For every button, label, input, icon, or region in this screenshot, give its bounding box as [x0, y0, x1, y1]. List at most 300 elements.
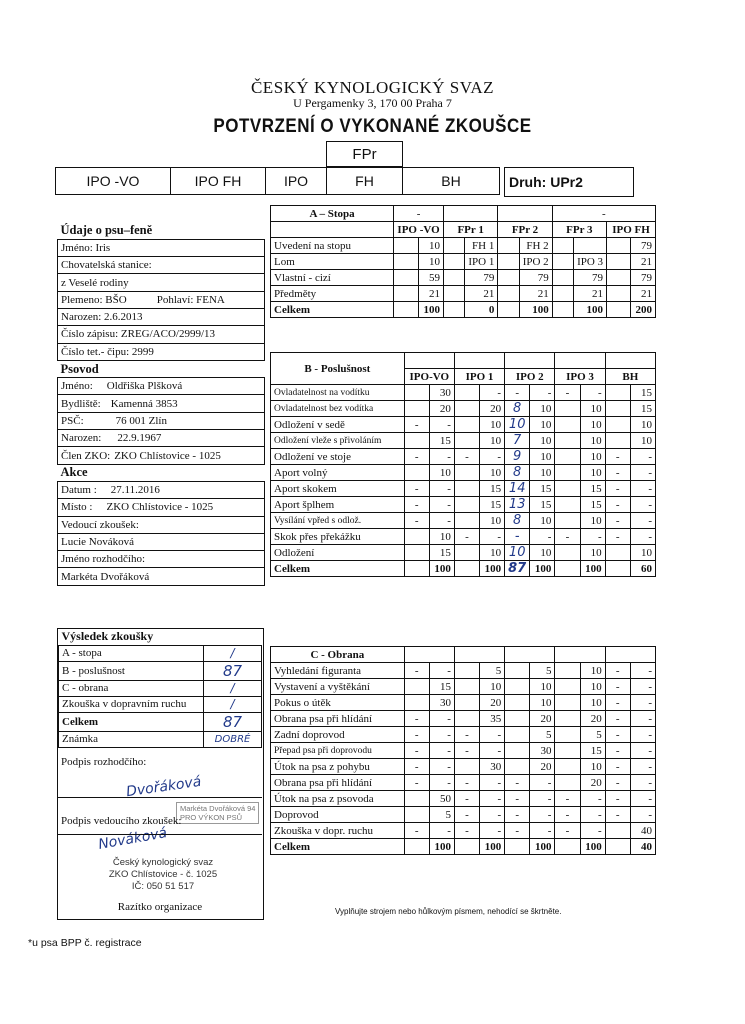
score-cell: - [605, 529, 630, 545]
score-cell [555, 433, 580, 449]
score-cell: - [630, 807, 655, 823]
score-cell: - [605, 465, 630, 481]
col-head: FPr 2 [498, 222, 552, 238]
score-cell [555, 695, 580, 711]
score-cell: - [605, 513, 630, 529]
score-cell: - [555, 823, 580, 839]
score-cell [555, 743, 580, 759]
score-cell: 10 [530, 433, 555, 449]
score-cell: 20 [580, 775, 605, 791]
score-cell: - [605, 743, 630, 759]
score-cell: 87 [505, 561, 530, 577]
score-cell: 10 [480, 679, 505, 695]
score-cell [505, 695, 530, 711]
score-cell: 100 [429, 839, 454, 855]
score-cell [605, 385, 630, 401]
score-cell: 79 [465, 270, 498, 286]
score-cell [555, 513, 580, 529]
row-label: Útok na psa z pohybu [271, 759, 405, 775]
event-judge-label: Jméno rozhodčího: [58, 551, 265, 568]
row-label: Aport šplhem [271, 497, 405, 513]
score-cell: - [630, 513, 655, 529]
handler-born: Narozen: 22.9.1967 [58, 430, 265, 447]
score-cell: - [404, 481, 429, 497]
score-cell: - [530, 775, 555, 791]
row-label: Odložení v sedě [271, 417, 405, 433]
score-cell [505, 727, 530, 743]
score-cell [607, 286, 631, 302]
score-cell: - [630, 759, 655, 775]
score-cell [605, 545, 630, 561]
score-cell: 100 [574, 302, 607, 318]
score-cell [607, 254, 631, 270]
score-cell: 30 [480, 759, 505, 775]
score-cell: 8 [505, 465, 530, 481]
score-cell [404, 791, 429, 807]
row-label: Celkem [271, 302, 394, 318]
row-label: Odložení vleže s přivoláním [271, 433, 405, 449]
section-b-table [270, 352, 656, 577]
result-label: Známka [59, 731, 204, 747]
score-cell [607, 302, 631, 318]
score-cell: - [530, 823, 555, 839]
section-b-title: B - Poslušnost [271, 353, 405, 385]
table-row [271, 743, 656, 759]
score-cell: - [530, 791, 555, 807]
score-cell: IPO 2 [519, 254, 552, 270]
score-cell: - [555, 807, 580, 823]
dog-born: Narozen: 2.6.2013 [58, 308, 265, 325]
score-cell [454, 695, 479, 711]
score-cell: 14 [505, 481, 530, 497]
table-row [271, 529, 656, 545]
score-cell: - [605, 695, 630, 711]
score-cell: FH 1 [465, 238, 498, 254]
score-cell: 21 [574, 286, 607, 302]
event-leader: Lucie Nováková [58, 533, 265, 550]
score-cell: 50 [429, 791, 454, 807]
section-c-table [270, 646, 656, 855]
score-cell: 200 [631, 302, 656, 318]
score-cell [574, 238, 607, 254]
score-cell [605, 433, 630, 449]
score-cell: 100 [580, 839, 605, 855]
organization-stamp: Český kynologický svaz ZKO Chlístovice - č. 1025 IČ: 050 51 517 [108, 857, 218, 892]
score-cell [505, 663, 530, 679]
result-grade: DOBRÉ [204, 731, 262, 747]
score-cell: 30 [429, 385, 454, 401]
result-box [57, 628, 264, 920]
score-cell: 100 [530, 839, 555, 855]
row-label: Obrana psa při hlídání [271, 775, 405, 791]
score-cell: - [404, 449, 429, 465]
score-cell [454, 385, 479, 401]
table-row [271, 663, 656, 679]
score-cell: 5 [530, 663, 555, 679]
score-cell: - [429, 449, 454, 465]
score-cell [607, 238, 631, 254]
result-value: / [204, 645, 262, 661]
score-cell: 20 [479, 401, 504, 417]
row-label: Útok na psa z psovoda [271, 791, 405, 807]
score-cell: 15 [479, 481, 504, 497]
exam-box-ipo-vo: IPO -VO [55, 167, 171, 195]
score-cell: 30 [530, 743, 555, 759]
score-cell [404, 807, 429, 823]
score-cell: 5 [429, 807, 454, 823]
page-title: POTVRZENÍ O VYKONANÉ ZKOUŠCE [213, 114, 532, 137]
score-cell: 40 [630, 823, 655, 839]
score-cell [404, 679, 429, 695]
score-cell: IPO 1 [465, 254, 498, 270]
score-cell: 10 [580, 695, 605, 711]
col-head: - [394, 206, 444, 222]
score-cell [404, 529, 429, 545]
score-cell: - [630, 679, 655, 695]
score-cell [555, 839, 580, 855]
score-cell [555, 465, 580, 481]
table-row [271, 481, 656, 497]
score-cell [454, 759, 479, 775]
score-cell [443, 286, 464, 302]
score-cell: 8 [505, 513, 530, 529]
score-cell: 10 [479, 417, 504, 433]
score-cell: 15 [429, 679, 454, 695]
score-cell [454, 679, 479, 695]
score-cell: - [429, 711, 454, 727]
score-cell: 10 [580, 401, 605, 417]
row-label: Přepad psa při doprovodu [271, 743, 405, 759]
score-cell [552, 238, 573, 254]
table-row [271, 449, 656, 465]
footer-note: Vyplňujte strojem nebo hůlkovým písmem, nehodící se škrtněte. [335, 907, 562, 916]
score-cell: - [454, 791, 479, 807]
result-label: A - stopa [59, 645, 204, 661]
dog-kennel-label: Chovatelská stanice: [58, 257, 265, 274]
score-cell [555, 775, 580, 791]
score-cell [454, 497, 479, 513]
row-label: Uvedení na stopu [271, 238, 394, 254]
score-cell: - [479, 529, 504, 545]
score-cell: 79 [631, 270, 656, 286]
score-cell: 30 [429, 695, 454, 711]
score-cell [404, 561, 429, 577]
score-cell: - [404, 497, 429, 513]
row-label: Vysílání vpřed s odlož. [271, 513, 405, 529]
score-cell [505, 679, 530, 695]
score-cell [443, 254, 464, 270]
score-cell: - [505, 775, 530, 791]
row-label: Celkem [271, 561, 405, 577]
score-cell: - [479, 385, 504, 401]
score-cell [394, 238, 419, 254]
score-cell: 20 [429, 401, 454, 417]
score-cell: 15 [429, 545, 454, 561]
score-cell: - [580, 807, 605, 823]
score-cell: 10 [530, 401, 555, 417]
score-cell: - [630, 465, 655, 481]
row-label: Zkouška v dopr. ruchu [271, 823, 405, 839]
score-cell [605, 401, 630, 417]
leader-signature: Nováková [97, 825, 169, 853]
score-cell [555, 759, 580, 775]
score-cell: - [454, 807, 479, 823]
dog-breed-sex: Plemeno: BŠO Pohlaví: FENA [58, 291, 265, 308]
score-cell [505, 711, 530, 727]
score-cell: - [605, 775, 630, 791]
score-cell: - [580, 791, 605, 807]
section-a-table [270, 205, 656, 318]
score-cell [454, 663, 479, 679]
score-cell: - [454, 529, 479, 545]
score-cell: 15 [479, 497, 504, 513]
score-cell [552, 270, 573, 286]
table-row [271, 823, 656, 839]
score-cell: 10 [530, 679, 555, 695]
score-cell: - [480, 807, 505, 823]
score-cell: 0 [465, 302, 498, 318]
score-cell [404, 465, 429, 481]
score-cell: - [530, 807, 555, 823]
score-cell: 10 [530, 695, 555, 711]
col-head: IPO-VO [404, 369, 454, 385]
score-cell [498, 286, 519, 302]
table-row [271, 465, 656, 481]
score-cell [552, 286, 573, 302]
col-head: IPO -VO [394, 222, 444, 238]
table-row [271, 286, 656, 302]
row-label: Ovladatelnost bez vodítka [271, 401, 405, 417]
score-cell [498, 270, 519, 286]
table-row [271, 513, 656, 529]
table-row [271, 561, 656, 577]
score-cell: - [605, 679, 630, 695]
judge-signature: Dvořáková [125, 773, 203, 801]
score-cell: - [454, 743, 479, 759]
judge-stamp: Markéta Dvořáková 94 PRO VÝKON PSŮ [176, 802, 259, 824]
result-heading: Výsledek zkoušky [59, 629, 262, 645]
score-cell [404, 695, 429, 711]
score-cell [443, 238, 464, 254]
table-row [271, 695, 656, 711]
score-cell [498, 302, 519, 318]
score-cell: 10 [630, 417, 655, 433]
score-cell [498, 238, 519, 254]
score-cell: - [404, 663, 429, 679]
score-cell: 10 [530, 513, 555, 529]
score-cell [555, 711, 580, 727]
table-row [271, 417, 656, 433]
score-cell: - [630, 711, 655, 727]
score-cell: - [429, 417, 454, 433]
score-cell [454, 839, 479, 855]
dog-info-table [57, 222, 265, 586]
score-cell: - [429, 481, 454, 497]
handler-psc: PSČ: 76 001 Zlín [58, 412, 265, 429]
score-cell: - [605, 727, 630, 743]
score-cell: - [505, 823, 530, 839]
col-head: FPr 3 [552, 222, 606, 238]
score-cell: 15 [630, 385, 655, 401]
score-cell: 5 [480, 663, 505, 679]
row-label: Vyhledání figuranta [271, 663, 405, 679]
score-cell [404, 401, 429, 417]
score-cell: - [605, 449, 630, 465]
score-cell: - [505, 529, 530, 545]
score-cell: 10 [580, 679, 605, 695]
score-cell: - [429, 497, 454, 513]
score-cell [454, 513, 479, 529]
row-label: Odložení ve stoje [271, 449, 405, 465]
score-cell: 15 [580, 481, 605, 497]
score-cell: - [505, 385, 530, 401]
score-cell: - [480, 775, 505, 791]
score-cell [454, 417, 479, 433]
score-cell: 20 [530, 711, 555, 727]
score-cell [404, 433, 429, 449]
score-cell: 21 [631, 254, 656, 270]
score-cell [555, 497, 580, 513]
result-label: B - poslušnost [59, 661, 204, 680]
dog-chip: Číslo tet.- čipu: 2999 [58, 343, 265, 360]
score-cell [394, 286, 419, 302]
score-cell: - [480, 727, 505, 743]
event-date: Datum : 27.11.2016 [58, 481, 265, 498]
score-cell: 10 [530, 449, 555, 465]
score-cell: 10 [580, 545, 605, 561]
table-row [271, 433, 656, 449]
table-row [271, 385, 656, 401]
result-value: / [204, 680, 262, 696]
table-row [271, 238, 656, 254]
row-label: Odložení [271, 545, 405, 561]
score-cell: 59 [418, 270, 443, 286]
event-place: Místo : ZKO Chlístovice - 1025 [58, 499, 265, 516]
score-cell: - [605, 759, 630, 775]
section-a-title: A – Stopa [271, 206, 394, 222]
score-cell: 5 [530, 727, 555, 743]
bottom-note: *u psa BPP č. registrace [28, 937, 142, 949]
table-row [271, 254, 656, 270]
score-cell: 35 [480, 711, 505, 727]
score-cell: 10 [418, 254, 443, 270]
col-head: - [552, 206, 655, 222]
score-cell: 10 [429, 529, 454, 545]
score-cell: - [505, 807, 530, 823]
score-cell [454, 561, 479, 577]
score-cell [555, 401, 580, 417]
row-label: Lom [271, 254, 394, 270]
handler-address: Bydliště: Kamenná 3853 [58, 395, 265, 412]
score-cell: - [555, 529, 580, 545]
score-cell: - [404, 727, 429, 743]
result-label: Celkem [59, 712, 204, 731]
event-heading: Akce [60, 465, 88, 480]
score-cell [443, 302, 464, 318]
score-cell: - [404, 759, 429, 775]
score-cell: - [479, 449, 504, 465]
score-cell: 20 [480, 695, 505, 711]
score-cell [454, 401, 479, 417]
score-cell: 21 [418, 286, 443, 302]
score-cell: - [630, 497, 655, 513]
score-cell: 10 [429, 465, 454, 481]
col-head: IPO 1 [454, 369, 504, 385]
score-cell [505, 839, 530, 855]
score-cell: - [429, 727, 454, 743]
score-cell [555, 679, 580, 695]
score-cell: - [580, 823, 605, 839]
score-cell: - [429, 759, 454, 775]
score-cell: - [404, 513, 429, 529]
score-cell: - [555, 791, 580, 807]
score-cell: - [454, 823, 479, 839]
row-label: Aport skokem [271, 481, 405, 497]
score-cell [454, 465, 479, 481]
score-cell: 20 [580, 711, 605, 727]
dog-heading: Údaje o psu–feně [58, 222, 265, 239]
score-cell: - [630, 695, 655, 711]
score-cell [605, 417, 630, 433]
exam-type: Druh: UPr2 [504, 167, 634, 197]
score-cell: 15 [630, 401, 655, 417]
score-cell: 21 [631, 286, 656, 302]
score-cell [394, 254, 419, 270]
score-cell: 5 [580, 727, 605, 743]
score-cell: 10 [580, 663, 605, 679]
leader-signature-label: Podpis vedoucího zkoušek: [61, 815, 182, 827]
score-cell [555, 663, 580, 679]
score-cell: - [630, 775, 655, 791]
score-cell [555, 727, 580, 743]
score-cell [552, 254, 573, 270]
score-cell: - [605, 791, 630, 807]
score-cell [555, 545, 580, 561]
stamp-label: Razítko organizace [117, 901, 203, 913]
col-head: BH [605, 369, 655, 385]
row-label: Vystavení a vyštěkání [271, 679, 405, 695]
score-cell: 79 [574, 270, 607, 286]
score-cell [505, 759, 530, 775]
score-cell: 21 [465, 286, 498, 302]
score-cell: 100 [418, 302, 443, 318]
dog-name: Jméno: Iris [58, 239, 265, 256]
table-row [271, 807, 656, 823]
result-value: 87 [204, 712, 262, 731]
result-value: / [204, 696, 262, 712]
score-cell: - [530, 385, 555, 401]
score-cell: - [429, 663, 454, 679]
handler-club: Člen ZKO: ZKO Chlístovice - 1025 [58, 447, 265, 464]
score-cell: - [454, 727, 479, 743]
score-cell [498, 254, 519, 270]
table-row [271, 679, 656, 695]
score-cell: - [630, 791, 655, 807]
score-cell: 10 [580, 433, 605, 449]
score-cell: 10 [580, 513, 605, 529]
score-cell: 100 [580, 561, 605, 577]
table-row [271, 401, 656, 417]
score-cell: 10 [630, 433, 655, 449]
table-row [271, 727, 656, 743]
score-cell: - [480, 791, 505, 807]
score-cell [505, 743, 530, 759]
score-cell [443, 270, 464, 286]
score-cell [607, 270, 631, 286]
exam-box-bh: BH [402, 167, 500, 195]
score-cell [454, 433, 479, 449]
score-cell: - [530, 529, 555, 545]
